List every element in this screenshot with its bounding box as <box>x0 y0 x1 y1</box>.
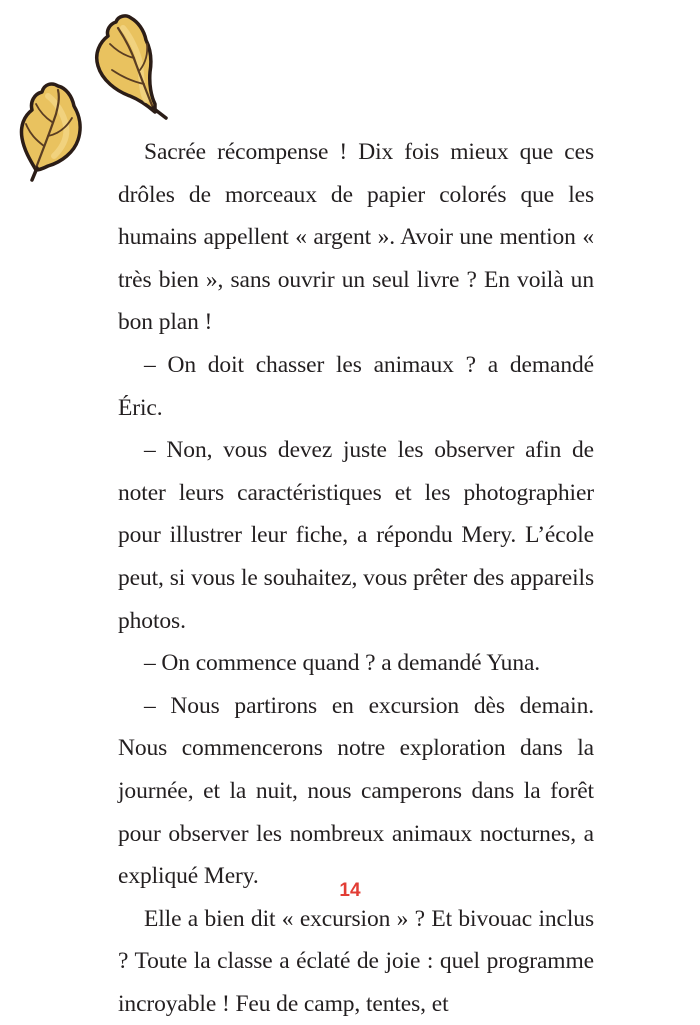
paragraph: – On doit chasser les animaux ? a demandé Éric. <box>118 351 594 421</box>
paragraph: – Non, vous devez juste les observer afin de noter leurs caractéristiques et les photographier pour illustrer leur fiche, a répondu Mery. L’école peut, si vous le souhaitez, vous prêter des appareils photos. <box>118 437 594 634</box>
paragraph: Sacrée récompense ! Dix fois mieux que ces drôles de morceaux de papier colorés que les humains appellent « argent ». Avoir une mention « très bien », sans ouvrir un seul livre ? En voilà un bon plan ! <box>118 139 594 336</box>
paragraph: – Nous partirons en excursion dès demain. Nous commencerons notre exploration dans la journée, et la nuit, nous camperons dans la forêt pour observer les nombreux animaux nocturnes, a expliqué Mery. <box>118 692 594 890</box>
upper-leaf-icon <box>97 16 166 118</box>
paragraph: Elle a bien dit « excursion » ? Et bivouac inclus ? Toute la classe a éclaté de joie : quel programme incroyable ! Feu de camp, tentes, et <box>118 905 594 1017</box>
paragraph: – On commence quand ? a demandé Yuna. <box>144 650 541 677</box>
page-number: 14 <box>339 880 361 901</box>
lower-leaf-icon <box>21 84 80 180</box>
